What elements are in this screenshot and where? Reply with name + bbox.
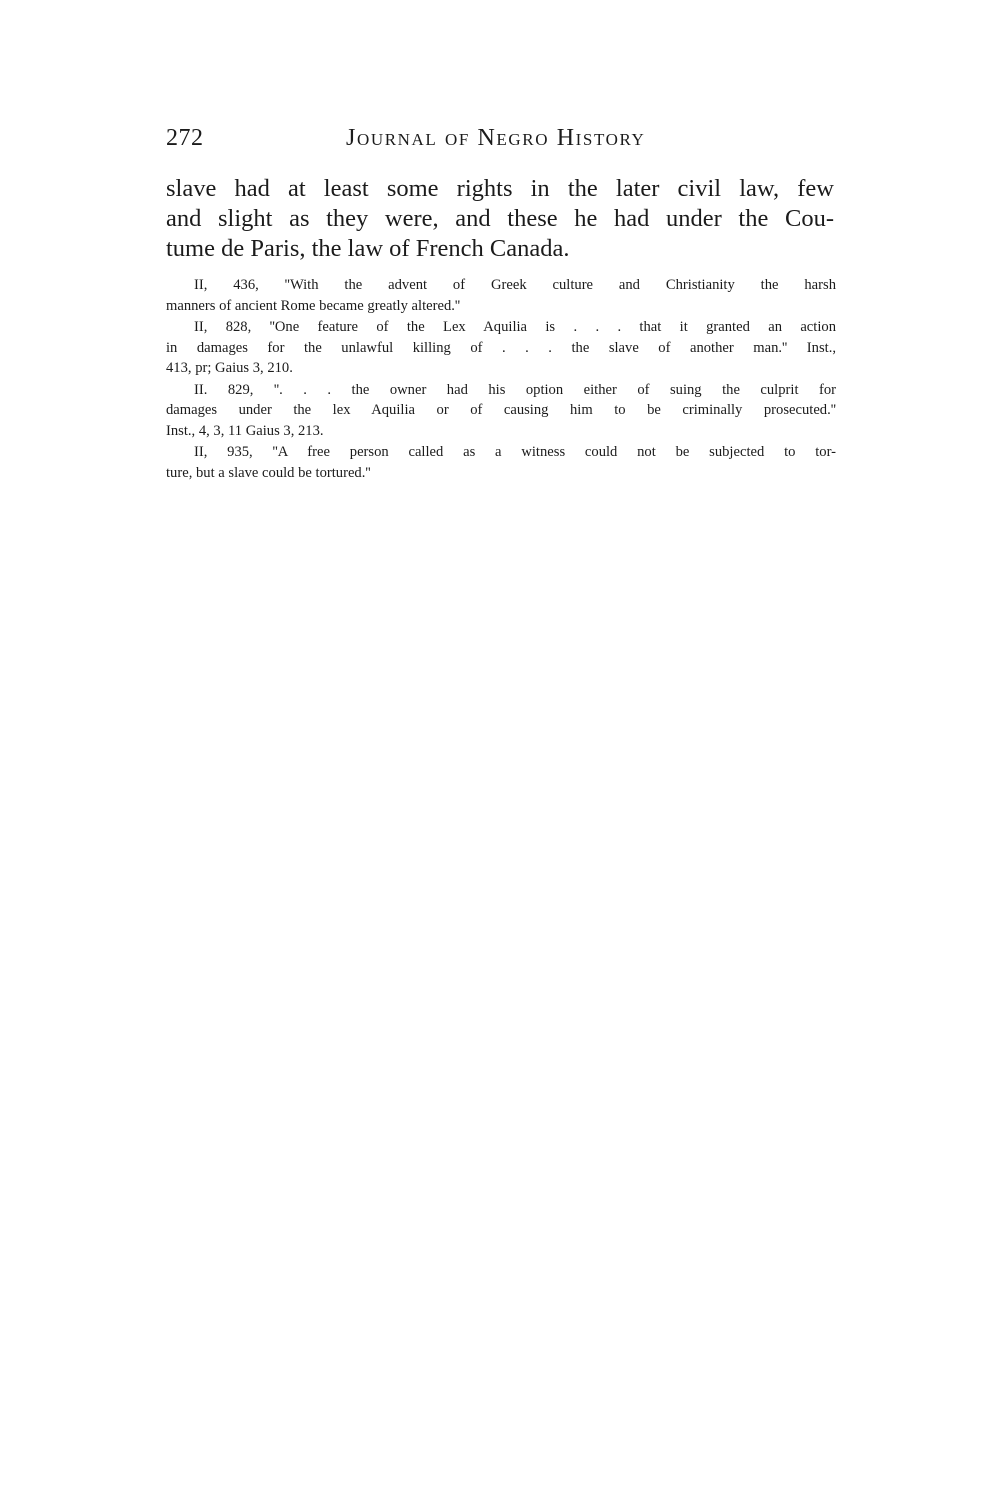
footnote — [166, 275, 836, 316]
footnotes-section — [166, 275, 836, 484]
running-head — [166, 121, 836, 157]
footnote-line: 413, pr; Gaius 3, 210. — [166, 360, 293, 376]
footnote-line: II. 829, ''. . . the owner had his option either of suing the culprit for — [194, 381, 836, 398]
footnote-line: II, 828, ''One feature of the Lex Aquilia is . . . that it granted an action — [194, 319, 836, 335]
footnote-line: damages under the lex Aquilia or of causing him to be criminally prosecuted.'' — [166, 402, 836, 418]
footnote-line: ture, but a slave could be tortured.'' — [166, 464, 371, 481]
page-number: 272 — [166, 125, 204, 151]
body-line: slave had at least some rights in the later civil law, few — [166, 175, 834, 202]
footnote — [166, 317, 836, 379]
footnote — [166, 442, 836, 483]
body-line: tume de Paris, the law of French Canada. — [166, 235, 570, 262]
footnote — [166, 380, 836, 442]
footnote-line: manners of ancient Rome became greatly altered.'' — [166, 297, 461, 314]
footnote-line: Inst., 4, 3, 11 Gaius 3, 213. — [166, 422, 324, 439]
footnote-line: in damages for the unlawful killing of . . . the slave of another man.'' Inst., — [166, 339, 836, 356]
footnote-line: II, 436, ''With the advent of Greek culture and Christianity the harsh — [194, 277, 836, 293]
body-line: and slight as they were, and these he had under the Cou- — [166, 205, 834, 232]
journal-title: Journal of Negro History — [346, 125, 646, 151]
body-paragraph — [166, 174, 834, 264]
footnote-line: II, 935, ''A free person called as a witness could not be subjected to tor- — [194, 444, 836, 460]
